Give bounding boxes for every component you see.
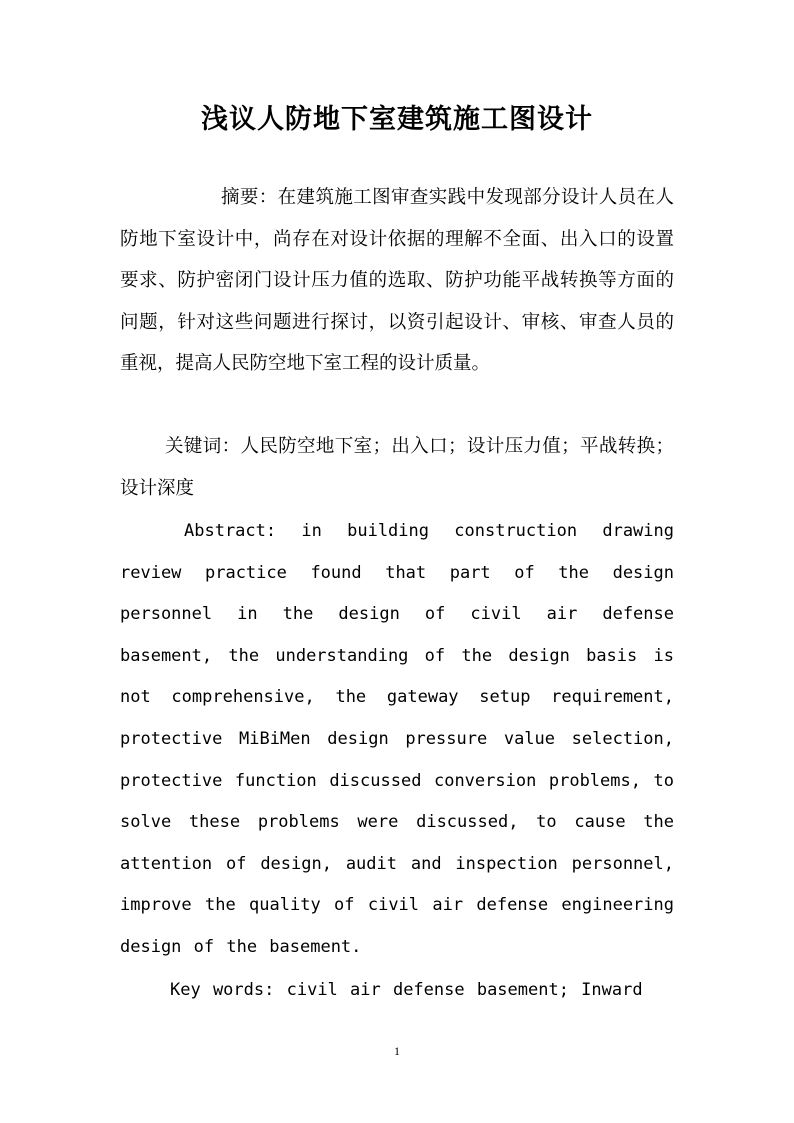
english-abstract [120, 511, 674, 969]
english-keywords-text: civil air defense basement; Inward [286, 980, 643, 1000]
chinese-keywords-label: 关键词： [165, 436, 241, 457]
english-keywords [120, 970, 674, 1012]
english-abstract-label: Abstract: [184, 521, 277, 541]
chinese-keywords [120, 426, 674, 509]
chinese-keywords-text: 人民防空地下室；出入口；设计压力值；平战转换；设计深度 [120, 436, 674, 499]
chinese-abstract-text: 在建筑施工图审查实践中发现部分设计人员在人防地下室设计中，尚存在对设计依据的理解不全面、出入口的设置要求、防护密闭门设计压力值的选取、防护功能平战转换等方面的问题，针对这些问题进行探讨，以资引起设计、审核、审查人员的重视，提高人民防空地下室工程的设计质量。 [120, 187, 674, 374]
document-title: 浅议人防地下室建筑施工图设计 [201, 104, 593, 135]
english-keywords-label: Key words: [170, 980, 275, 1000]
english-abstract-text: in building construction drawing review practice found that part of the design personnel in the design of civil air defense basement, the understanding of the design basis is not comprehensive, the gateway setup requirement, protective MiBiMen design pressure value selection, protective function discussed conversion problems, to solve these problems were discussed, to cause the attention of design, audit and inspection personnel, improve the quality of civil air defense engineering design of the basement. [120, 521, 674, 957]
chinese-abstract [120, 177, 674, 385]
page-number: 1 [394, 1044, 400, 1058]
chinese-abstract-label: 摘要： [221, 187, 278, 208]
